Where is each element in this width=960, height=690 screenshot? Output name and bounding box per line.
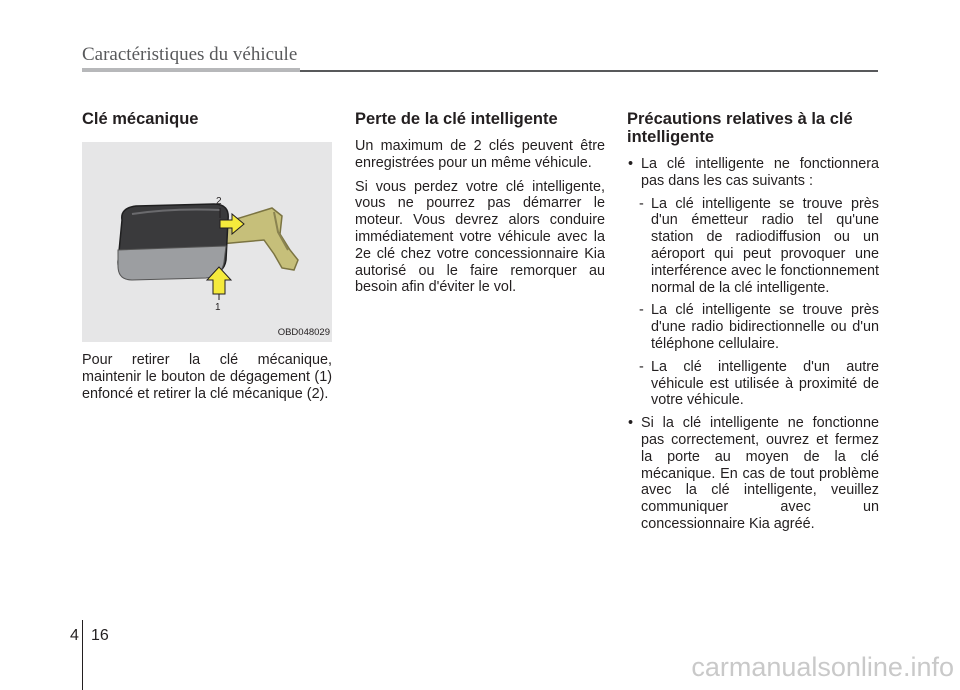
header-rule-accent xyxy=(82,68,300,72)
bullet-icon: • xyxy=(628,156,634,172)
dash-icon: - xyxy=(639,358,644,375)
paragraph-lost-key: Si vous perdez votre clé intelligente, vous ne pourrez pas démarrer le moteur. Vous devrez alors conduire immédiatement votre véhicule avec la 2e clé chez votre concessionnaire Kia autorisé ou le faire remorquer au besoin afin d'éviter le vol. xyxy=(355,178,605,296)
section-heading-mechanical-key: Clé mécanique xyxy=(82,110,199,128)
key-fob-edge xyxy=(118,246,226,280)
column-lost-key xyxy=(355,110,605,303)
watermark-text: carmanualsonline.info xyxy=(691,652,954,682)
figure-code: OBD048029 xyxy=(277,327,330,338)
paragraph-max-keys: Un maximum de 2 clés peuvent être enregistrées pour un même véhicule. xyxy=(355,138,605,171)
chapter-number: 4 xyxy=(70,627,79,644)
sub-item xyxy=(627,359,879,409)
bullet-icon: • xyxy=(628,415,634,432)
sub-item-text: La clé intelligente se trouve près d'une radio bidirectionnelle ou d'un téléphone cellulaire. xyxy=(651,302,879,352)
paragraph-remove-key: Pour retirer la clé mécanique, maintenir le bouton de dégagement (1) enfoncé et retirer la clé mécanique (2). xyxy=(82,352,332,402)
dash-icon: - xyxy=(639,302,644,319)
smart-key-illustration xyxy=(82,142,332,342)
sub-item xyxy=(627,196,879,297)
smart-key-drawing xyxy=(82,142,332,342)
callout-label-2: 2 xyxy=(216,196,222,207)
column-precautions xyxy=(627,110,879,539)
sub-item xyxy=(627,302,879,352)
page-header-title: Caractéristiques du véhicule xyxy=(82,44,298,65)
bullet-item xyxy=(627,156,879,190)
section-heading-precautions: Précautions relatives à la clé intelligente xyxy=(627,110,853,146)
column-mechanical-key xyxy=(82,110,332,409)
callout-label-1: 1 xyxy=(215,302,221,313)
header-rule xyxy=(300,70,878,72)
bullet-text: La clé intelligente ne fonctionnera pas dans les cas suivants : xyxy=(641,156,879,189)
bullet-item xyxy=(627,415,879,533)
bullet-text: Si la clé intelligente ne fonctionne pas correctement, ouvrez et fermez la porte au moyen de la clé mécanique. En cas de tout problème avec la clé intelligente, veuillez communiquer avec un concessionnaire Kia agréé. xyxy=(641,415,879,532)
section-heading-lost-key: Perte de la clé intelligente xyxy=(355,110,558,128)
dash-icon: - xyxy=(639,195,644,212)
sub-item-text: La clé intelligente d'un autre véhicule est utilisée à proximité de votre véhicule. xyxy=(651,358,879,409)
footer-rule xyxy=(82,620,83,690)
page-number: 16 xyxy=(91,627,109,644)
sub-item-text: La clé intelligente se trouve près d'un émetteur radio tel qu'une station de radiodiffusion ou un aéroport qui peut provoquer une interférence avec le fonctionnement normal de la clé intelligente. xyxy=(651,195,879,296)
